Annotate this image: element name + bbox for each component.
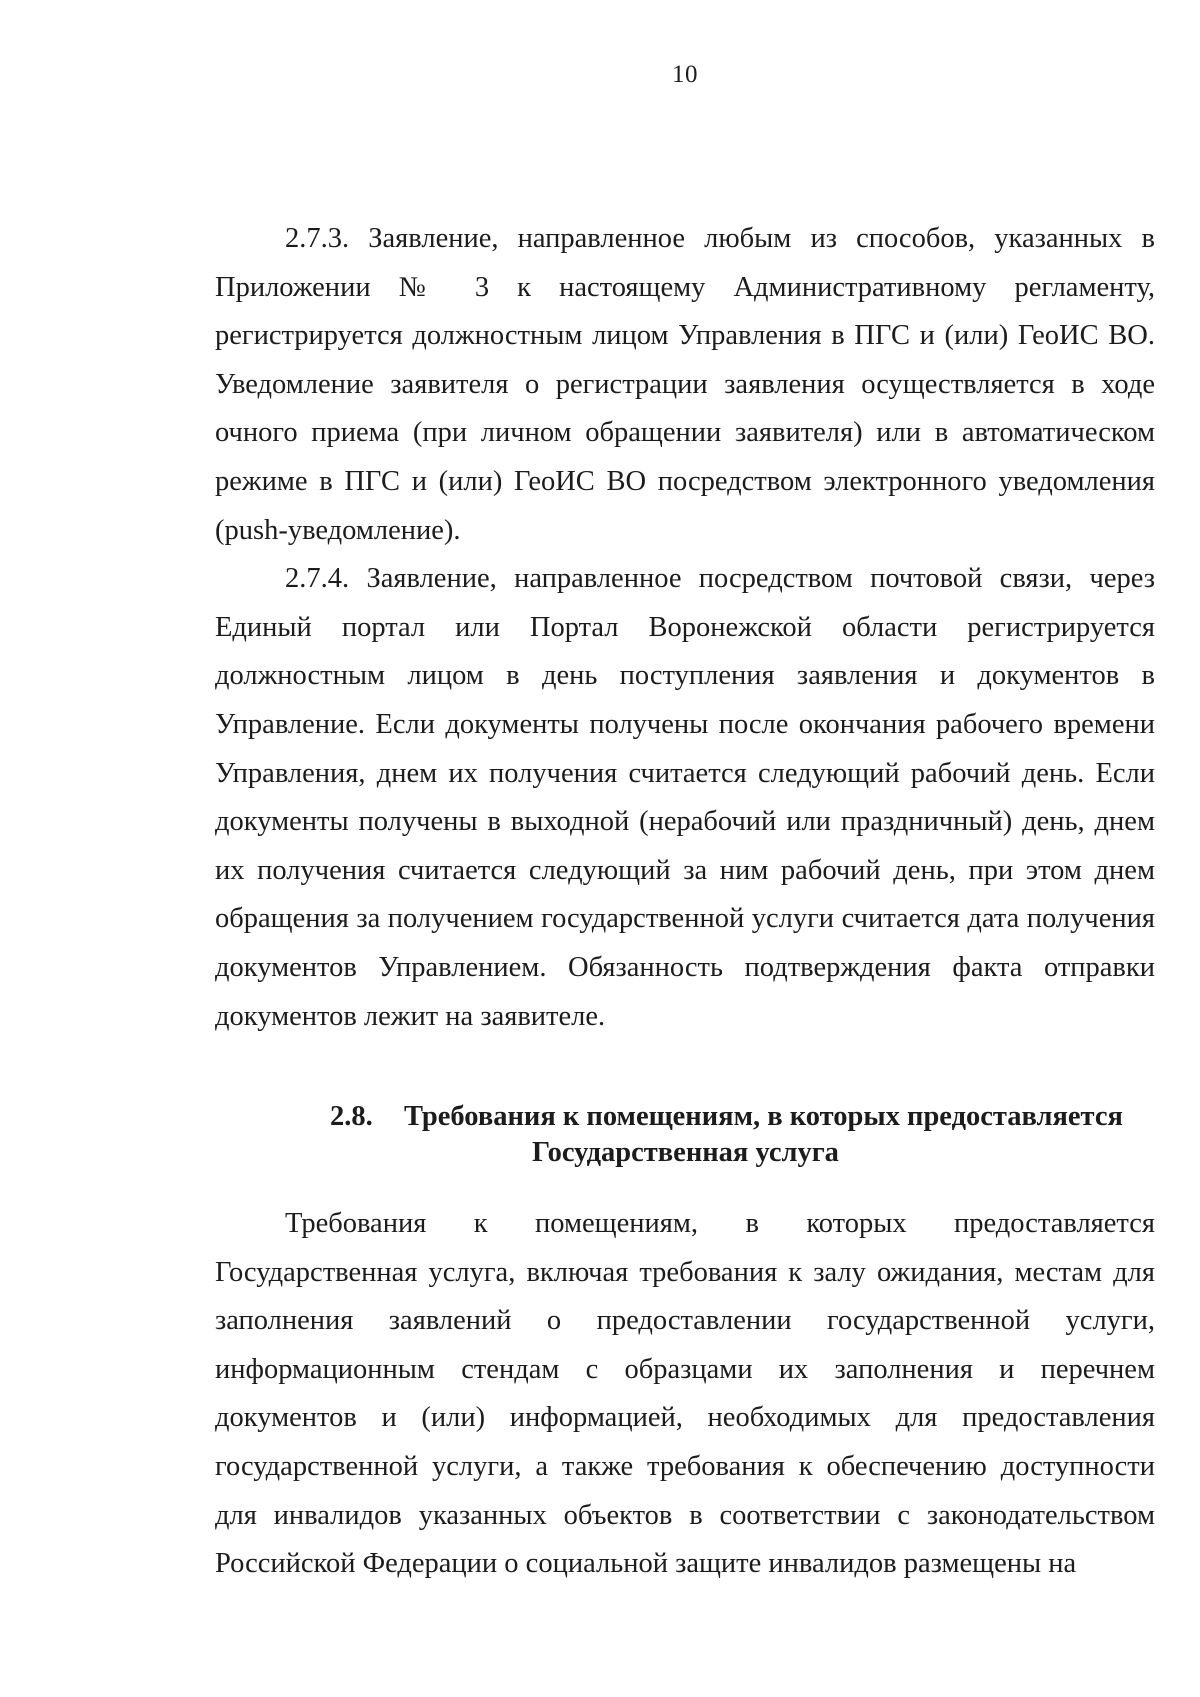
page-number: 10 (672, 61, 698, 88)
section-number: 2.8. (330, 1101, 373, 1132)
paragraph-2-8: Требования к помещениям, в которых предоставляется Государственная услуга, включая требования к залу ожидания, местам для заполнения заявлений о предоставлении государственной услуги, информационным стендам с образцами их заполнения и перечнем документов и (или) информацией, необходимых для предоставления государственной услуги, а также требования к обеспечению доступности для инвалидов указанных объектов в соответствии с законодательством Российской Федерации о социальной защите инвалидов размещены на (215, 1208, 1155, 1580)
paragraph-2-7-4: 2.7.4. Заявление, направленное посредством почтовой связи, через Единый портал или Портал Воронежской области регистрируется должностным лицом в день поступления заявления и документов в Управление. Если документы получены после окончания рабочего времени Управления, днем их получения считается следующий рабочий день. Если документы получены в выходной (нерабочий или праздничный) день, днем их получения считается следующий за ним рабочий день, при этом днем обращения за получением государственной услуги считается дата получения документов Управлением. Обязанность подтверждения факта отправки документов лежит на заявителе. (215, 563, 1155, 1032)
section-2-8-text (215, 1200, 1155, 1589)
section-heading-line1 (330, 1099, 1123, 1135)
section-title-line1: Требования к помещениям, в которых предоставляется (404, 1101, 1123, 1132)
paragraph-2-7-3: 2.7.3. Заявление, направленное любым из способов, указанных в Приложении № 3 к настоящему Административному регламенту, регистрируется должностным лицом Управления в ПГС и (или) ГеоИС ВО. Уведомление заявителя о регистрации заявления осуществляется в ходе очного приема (при личном обращении заявителя) или в автоматическом режиме в ПГС и (или) ГеоИС ВО посредством электронного уведомления (push-уведомление). (215, 223, 1155, 546)
section-2-7-text (215, 215, 1155, 1041)
section-title-line2: Государственная услуга (532, 1137, 839, 1168)
